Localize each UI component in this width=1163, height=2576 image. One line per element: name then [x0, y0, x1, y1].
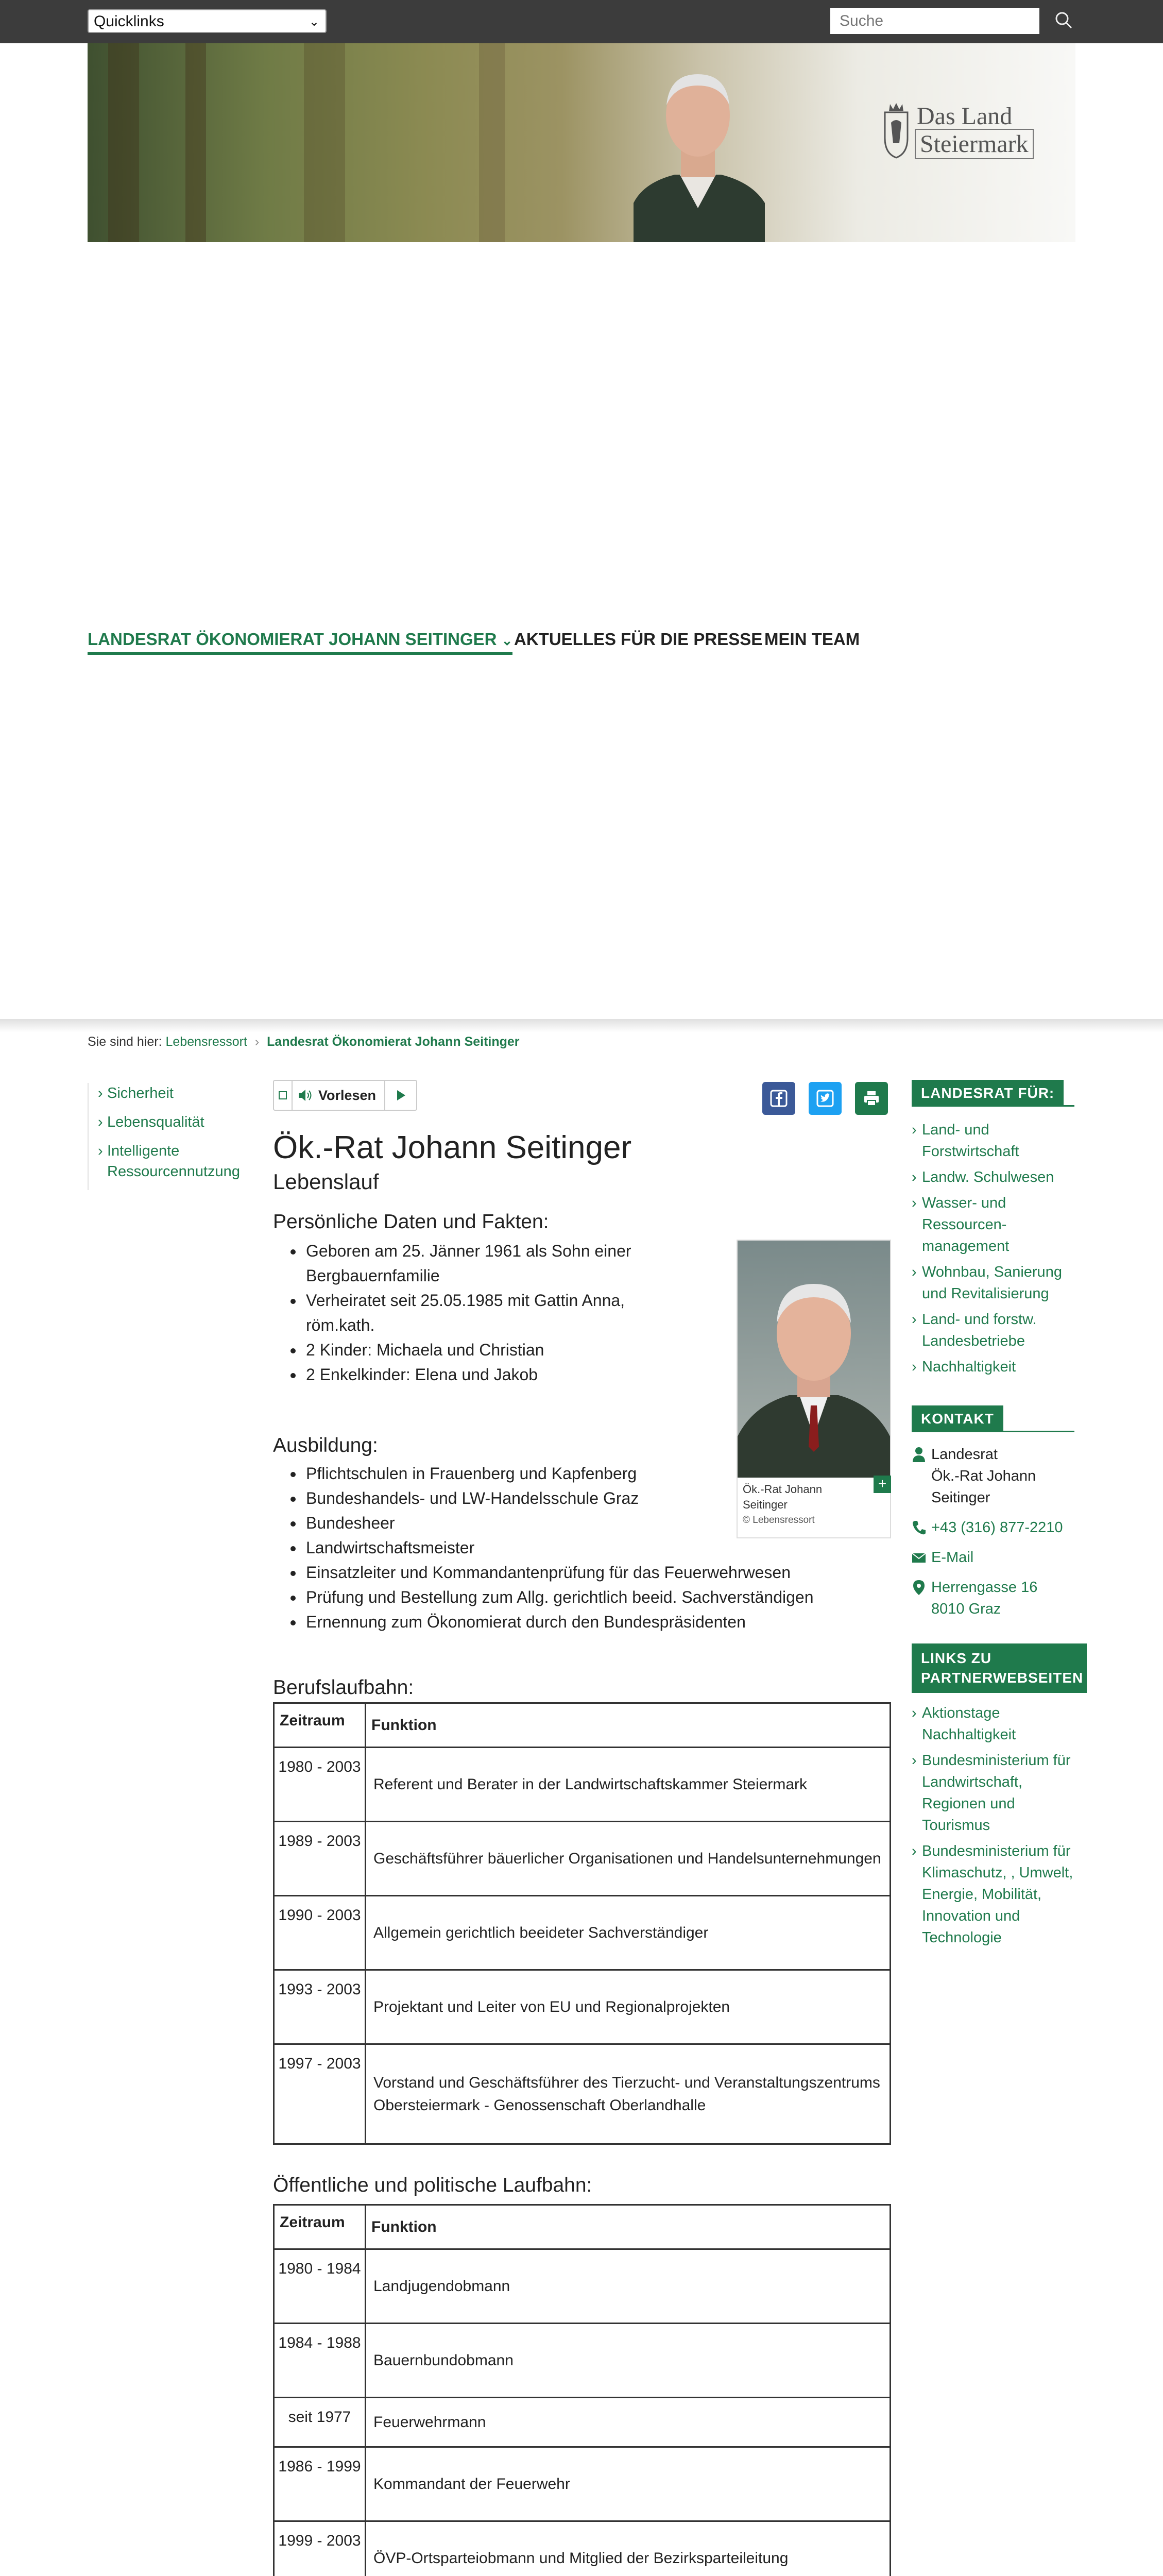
table-row: [274, 2447, 891, 2521]
sidebar-link[interactable]: › Landw. Schulwesen: [912, 1166, 1087, 1188]
section-divider: [0, 1019, 1163, 1032]
list-item: • Landwirtschaftsmeister: [304, 1535, 891, 1560]
table-row: [274, 2521, 891, 2576]
user-icon: [912, 1447, 926, 1462]
contact-phone: +43 (316) 877-2210: [931, 1519, 1063, 1536]
table-row: [274, 1896, 891, 1970]
education-heading: Ausbildung:: [273, 1434, 378, 1456]
read-aloud-label: Vorlesen: [318, 1087, 377, 1103]
period-cell: seit 1977: [274, 2398, 366, 2447]
function-cell: ÖVP-Ortsparteiobmann und Mitglied der Bezirksparteileitung: [366, 2521, 891, 2576]
facebook-icon: [769, 1089, 788, 1108]
partner-link[interactable]: › Bundesministerium für Klimaschutz, , Umwelt, Energie, Mobilität, Innovation und Technologie: [912, 1840, 1087, 1948]
contact-street: Herrengasse 16: [931, 1579, 1038, 1596]
right-sidebar: [912, 1080, 1087, 1953]
table-row: [274, 2249, 891, 2324]
list-item: • Verheiratet seit 25.05.1985 mit Gattin Anna, röm.kath.: [304, 1288, 664, 1337]
column-header: Funktion: [366, 2205, 891, 2249]
contact-person: [912, 1444, 1087, 1509]
tree-trunk: [479, 43, 505, 242]
table-header-row: [274, 2205, 891, 2249]
period-cell: 1980 - 2003: [274, 1748, 366, 1822]
coat-of-arms-icon: [881, 102, 912, 159]
function-cell: Kommandant der Feuerwehr: [366, 2447, 891, 2521]
partner-link[interactable]: › Aktionstage Nachhaltigkeit: [912, 1702, 1087, 1745]
table-row: [274, 2044, 891, 2144]
table-row: [274, 2398, 891, 2447]
list-item: • Prüfung und Bestellung zum Allg. gerichtlich beeid. Sachverständigen: [304, 1585, 891, 1609]
partners-heading: LINKS ZU PARTNERWEBSEITEN: [912, 1643, 1087, 1693]
map-pin-icon: [912, 1580, 926, 1595]
facebook-share-button[interactable]: [762, 1082, 795, 1115]
breadcrumb-prefix: Sie sind hier:: [88, 1035, 162, 1049]
nav-item-label: LANDESRAT ÖKONOMIERAT JOHANN SEITINGER: [88, 630, 497, 649]
nav-item-landesrat[interactable]: [88, 630, 512, 655]
contact-city: 8010 Graz: [931, 1601, 1001, 1617]
portrait-copyright: © Lebensressort: [743, 1515, 815, 1526]
period-cell: 1984 - 1988: [274, 2324, 366, 2398]
list-item: • Einsatzleiter und Kommandantenprüfung für das Feuerwehrwesen: [304, 1560, 891, 1585]
contact-role: Landesrat: [931, 1446, 998, 1463]
career-table: [273, 1702, 891, 2145]
facts-list: [304, 1239, 664, 1387]
twitter-share-button[interactable]: [809, 1082, 842, 1115]
period-cell: 1999 - 2003: [274, 2521, 366, 2576]
phone-icon: [912, 1520, 926, 1535]
chevron-down-icon: ⌄: [501, 633, 513, 648]
tree-trunk: [108, 43, 139, 242]
readspeaker-icon[interactable]: [274, 1081, 293, 1110]
contact-heading: KONTAKT: [912, 1405, 1003, 1432]
nav-item-label: MEIN TEAM: [764, 630, 860, 649]
table-header-row: [274, 1703, 891, 1748]
function-cell: Allgemein gerichtlich beeideter Sachverständiger: [366, 1896, 891, 1970]
contact-address-row[interactable]: [912, 1577, 1087, 1620]
land-steiermark-logo[interactable]: [881, 97, 1046, 164]
sidebar-item-ressourcennutzung[interactable]: › Intelligente Ressourcennutzung: [98, 1141, 252, 1182]
portrait-photo: [623, 54, 773, 242]
read-aloud-button[interactable]: [293, 1081, 385, 1110]
period-cell: 1986 - 1999: [274, 2447, 366, 2521]
column-header: Zeitraum: [274, 1703, 366, 1748]
page-subtitle: Lebenslauf: [273, 1170, 379, 1194]
breadcrumb-link[interactable]: Lebensressort: [165, 1035, 247, 1049]
function-cell: Projektant und Leiter von EU und Regionalprojekten: [366, 1970, 891, 2044]
column-header: Zeitraum: [274, 2205, 366, 2249]
top-bar: [0, 0, 1163, 43]
list-item: • Bundesheer: [304, 1511, 891, 1535]
public-career-heading: Öffentliche und politische Laufbahn:: [273, 2174, 592, 2196]
enlarge-icon[interactable]: +: [874, 1476, 891, 1493]
period-cell: 1980 - 1984: [274, 2249, 366, 2324]
partner-link[interactable]: › Bundesministerium für Landwirtschaft, Regionen und Tourismus: [912, 1750, 1087, 1836]
page-title: Ök.-Rat Johann Seitinger: [273, 1130, 632, 1165]
list-item: • Bundeshandels- und LW-Handelsschule Graz: [304, 1486, 891, 1511]
education-list: [304, 1461, 891, 1634]
nav-item-presse[interactable]: [514, 630, 762, 649]
list-item: • Pflichtschulen in Frauenberg und Kapfenberg: [304, 1461, 891, 1486]
sidebar-link[interactable]: › Wohnbau, Sanierung und Revitalisierung: [912, 1261, 1087, 1304]
logo-text-2: Steiermark: [915, 129, 1034, 159]
public-career-table: [273, 2204, 891, 2576]
breadcrumb-separator-icon: ›: [254, 1035, 260, 1049]
sidebar-item-lebensqualitaet[interactable]: › Lebensqualität: [98, 1112, 252, 1132]
search-icon[interactable]: [1053, 9, 1075, 32]
table-row: [274, 2324, 891, 2398]
sidebar-item-sicherheit[interactable]: › Sicherheit: [98, 1083, 252, 1104]
career-heading: Berufslaufbahn:: [273, 1676, 414, 1699]
function-cell: Geschäftsführer bäuerlicher Organisationen und Handelsunternehmungen: [366, 1822, 891, 1896]
printer-icon: [862, 1089, 881, 1108]
nav-item-label: AKTUELLES FÜR DIE PRESSE: [514, 630, 763, 649]
play-button[interactable]: [385, 1081, 416, 1110]
table-row: [274, 1822, 891, 1896]
quicklinks-label: Quicklinks: [94, 13, 164, 30]
contact-phone-row[interactable]: [912, 1517, 1087, 1538]
facts-heading: Persönliche Daten und Fakten:: [273, 1211, 549, 1233]
header-banner: [88, 43, 1075, 242]
email-icon: [912, 1550, 926, 1565]
left-sidebar-nav: [88, 1083, 252, 1190]
function-cell: Landjugendobmann: [366, 2249, 891, 2324]
sidebar-link[interactable]: › Land- und forstw. Landesbetriebe: [912, 1309, 1087, 1352]
function-cell: Bauernbundobmann: [366, 2324, 891, 2398]
speaker-icon: [298, 1088, 313, 1103]
breadcrumb-current: Landesrat Ökonomierat Johann Seitinger: [267, 1035, 520, 1049]
table-row: [274, 1970, 891, 2044]
function-cell: Feuerwehrmann: [366, 2398, 891, 2447]
contact-box: [912, 1444, 1087, 1620]
list-item: • Ernennung zum Ökonomierat durch den Bundespräsidenten: [304, 1609, 891, 1634]
list-item: • 2 Enkelkinder: Elena und Jakob: [304, 1362, 664, 1387]
chevron-down-icon: ⌄: [309, 15, 319, 29]
period-cell: 1997 - 2003: [274, 2044, 366, 2144]
quicklinks-select[interactable]: [88, 9, 327, 33]
portrait-caption: Ök.-Rat Johann Seitinger: [743, 1483, 823, 1511]
function-cell: Referent und Berater in der Landwirtschaftskammer Steiermark: [366, 1748, 891, 1822]
read-aloud-widget: [273, 1080, 417, 1111]
search-input[interactable]: [830, 8, 1039, 34]
contact-email-row[interactable]: [912, 1547, 1087, 1568]
sidebar-link[interactable]: › Wasser- und Ressourcen-management: [912, 1192, 1087, 1257]
list-item: • Geboren am 25. Jänner 1961 als Sohn einer Bergbauernfamilie: [304, 1239, 664, 1288]
twitter-icon: [816, 1089, 834, 1108]
print-button[interactable]: [855, 1082, 888, 1115]
sidebar-link[interactable]: › Nachhaltigkeit: [912, 1356, 1087, 1378]
list-item: • 2 Kinder: Michaela und Christian: [304, 1337, 664, 1362]
breadcrumb: [88, 1035, 520, 1049]
function-cell: Vorstand und Geschäftsführer des Tierzucht- und Veranstaltungszentrums Obersteiermark - Genossenschaft Oberlandhalle: [366, 2044, 891, 2144]
period-cell: 1989 - 2003: [274, 1822, 366, 1896]
contact-email: E-Mail: [931, 1549, 974, 1566]
period-cell: 1993 - 2003: [274, 1970, 366, 2044]
logo-text-1: Das Land: [917, 103, 1013, 130]
sidebar-link[interactable]: › Land- und Forstwirtschaft: [912, 1119, 1087, 1162]
table-row: [274, 1748, 891, 1822]
nav-item-team[interactable]: [764, 630, 860, 649]
play-icon: [395, 1089, 406, 1101]
column-header: Funktion: [366, 1703, 891, 1748]
partners-list: [912, 1702, 1087, 1948]
responsibilities-list: [912, 1119, 1087, 1378]
tree-trunk: [185, 43, 206, 242]
tree-trunk: [304, 43, 345, 242]
period-cell: 1990 - 2003: [274, 1896, 366, 1970]
contact-name: Ök.-Rat Johann Seitinger: [931, 1468, 1036, 1506]
responsibilities-heading: LANDESRAT FÜR:: [912, 1080, 1064, 1107]
portrait-image: [738, 1241, 890, 1478]
